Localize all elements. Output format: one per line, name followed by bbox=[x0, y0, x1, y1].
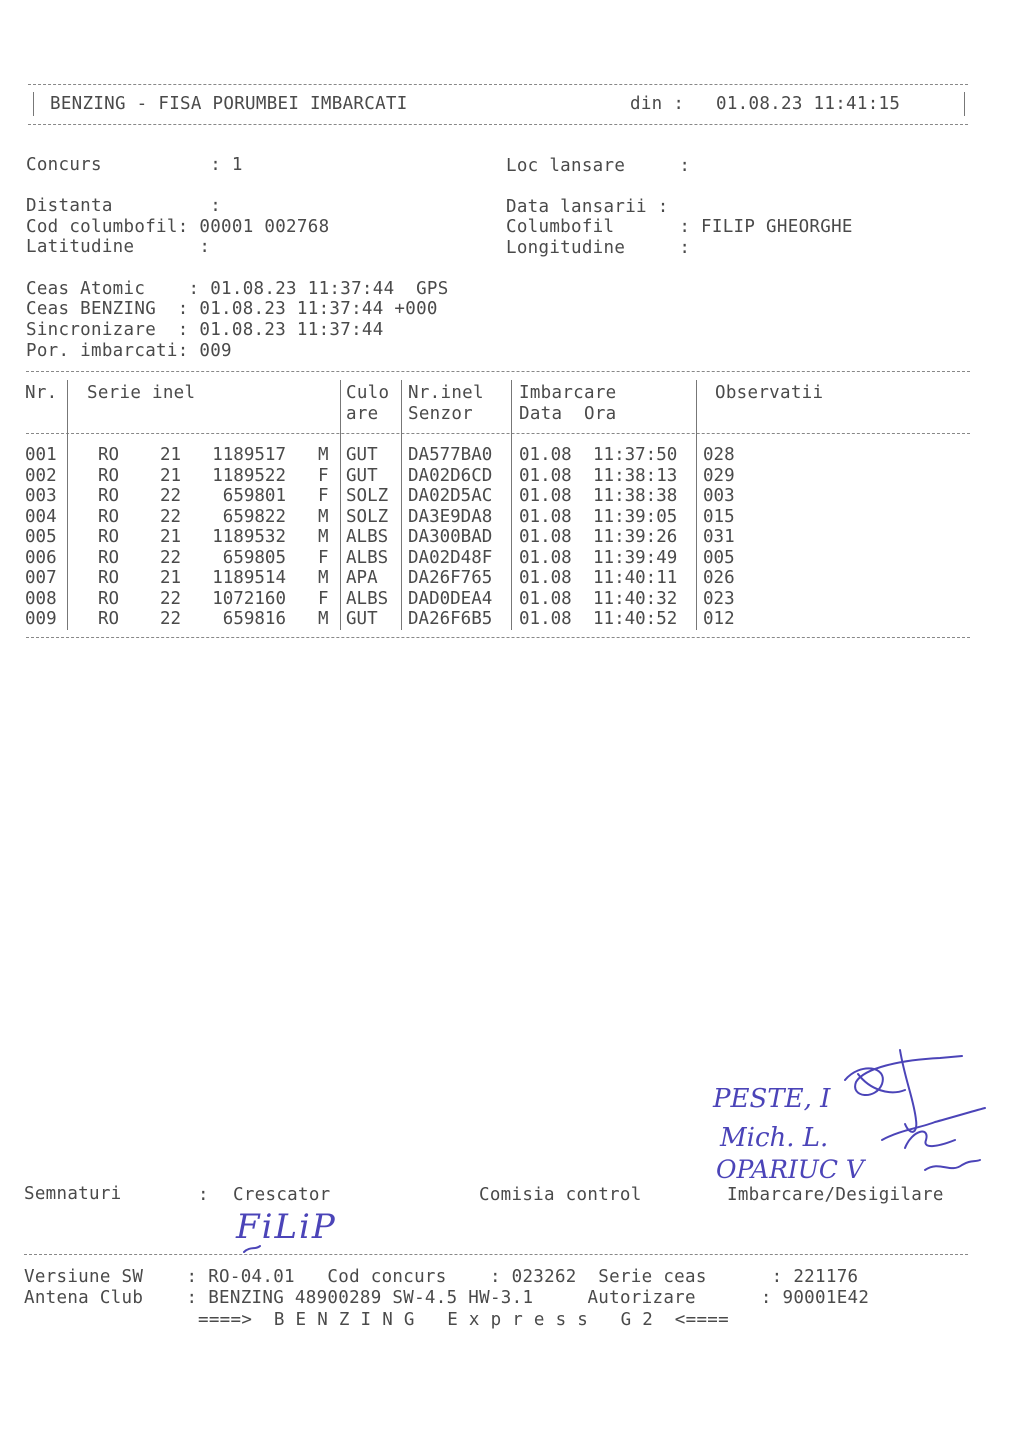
cell-date: 01.08 bbox=[519, 506, 572, 527]
header-top-border bbox=[28, 84, 968, 85]
table-bottom-border bbox=[26, 637, 970, 638]
cell-nr: 002 bbox=[25, 465, 57, 486]
cell-sex: F bbox=[318, 486, 329, 506]
cell-date: 01.08 bbox=[519, 609, 572, 629]
cell-sex: M bbox=[318, 609, 329, 629]
cell-sensor: DA26F765 bbox=[408, 568, 493, 588]
cell-year: 22 bbox=[160, 506, 182, 527]
cell-year: 21 bbox=[160, 527, 182, 547]
table-top-border bbox=[26, 371, 970, 372]
cell-color: SOLZ bbox=[346, 486, 389, 506]
imbarcare-desigilare-label: Imbarcare/Desigilare bbox=[727, 1185, 944, 1205]
cell-nr: 007 bbox=[25, 568, 57, 588]
cell-ring: 659801 bbox=[222, 486, 286, 506]
cell-nr: 006 bbox=[25, 547, 57, 568]
header-bottom-border bbox=[28, 124, 968, 125]
cell-color: GUT bbox=[346, 445, 378, 465]
footer-top-border bbox=[24, 1254, 968, 1255]
cell-sensor: DA300BAD bbox=[408, 527, 493, 547]
din-value: 01.08.23 11:41:15 bbox=[716, 94, 901, 114]
handwritten-filip: FiLiP bbox=[236, 1207, 337, 1247]
benzing-express-line: ====> B E N Z I N G E x p r e s s G 2 <==== bbox=[198, 1310, 729, 1330]
cell-color: GUT bbox=[346, 609, 378, 629]
cell-country: RO bbox=[98, 588, 120, 609]
distanta-line: Distanta : bbox=[26, 196, 222, 216]
cell-date: 01.08 bbox=[519, 568, 572, 588]
cell-sex: M bbox=[318, 568, 329, 588]
cell-obs: 012 bbox=[703, 609, 735, 629]
cell-country: RO bbox=[98, 527, 120, 547]
cell-time: 11:40:52 bbox=[593, 609, 678, 629]
cell-country: RO bbox=[98, 465, 120, 486]
cell-time: 11:38:13 bbox=[593, 465, 678, 486]
cell-sex: F bbox=[318, 588, 329, 609]
cell-country: RO bbox=[98, 547, 120, 568]
cell-year: 21 bbox=[160, 465, 182, 486]
cell-ring: 659816 bbox=[222, 609, 286, 629]
cell-nr: 005 bbox=[25, 527, 57, 547]
cell-sensor: DA3E9DA8 bbox=[408, 506, 493, 527]
concurs-line: Concurs : 1 bbox=[26, 155, 243, 175]
header-culo: Culo bbox=[346, 383, 390, 403]
semnaturi-label: Semnaturi bbox=[24, 1184, 122, 1204]
cell-sex: M bbox=[318, 445, 329, 465]
table-header-border bbox=[26, 433, 970, 434]
cod-columbofil-line: Cod columbofil: 00001 002768 bbox=[26, 217, 330, 237]
din-label: din : bbox=[630, 94, 685, 114]
cell-sensor: DAD0DEA4 bbox=[408, 588, 493, 609]
table-row bbox=[0, 589, 950, 609]
cell-sex: M bbox=[318, 527, 329, 547]
cell-country: RO bbox=[98, 568, 120, 588]
handwritten-opariuc: OPARIUC V bbox=[716, 1155, 864, 1184]
header-imbarcare: Imbarcare bbox=[519, 383, 617, 403]
cell-sex: F bbox=[318, 465, 329, 486]
cell-date: 01.08 bbox=[519, 547, 572, 568]
semnaturi-colon: : bbox=[198, 1185, 209, 1205]
header-data-ora: Data Ora bbox=[519, 404, 617, 424]
cell-date: 01.08 bbox=[519, 445, 572, 465]
ceas-benzing-line: Ceas BENZING : 01.08.23 11:37:44 +000 bbox=[26, 299, 438, 319]
ceas-atomic-line: Ceas Atomic : 01.08.23 11:37:44 GPS bbox=[26, 279, 449, 299]
cell-ring: 659805 bbox=[222, 547, 286, 568]
data-lansarii-line: Data lansarii : bbox=[506, 197, 669, 217]
header-serie-inel: Serie inel bbox=[87, 383, 196, 403]
cell-time: 11:39:05 bbox=[593, 506, 678, 527]
antena-line: Antena Club : BENZING 48900289 SW-4.5 HW-3.1 Autorizare : 90001E42 bbox=[24, 1288, 870, 1308]
cell-time: 11:39:49 bbox=[593, 547, 678, 568]
handwritten-micu: Mich. L. bbox=[720, 1123, 829, 1153]
crescator-label: Crescator bbox=[233, 1185, 331, 1205]
cell-date: 01.08 bbox=[519, 527, 572, 547]
sincronizare-line: Sincronizare : 01.08.23 11:37:44 bbox=[26, 320, 384, 340]
cell-sensor: DA02D5AC bbox=[408, 486, 493, 506]
cell-sensor: DA26F6B5 bbox=[408, 609, 493, 629]
latitudine-line: Latitudine : bbox=[26, 237, 211, 257]
cell-color: GUT bbox=[346, 465, 378, 486]
cell-nr: 001 bbox=[25, 445, 57, 465]
handwritten-peste: PESTE, I bbox=[713, 1084, 831, 1114]
versiune-line: Versiune SW : RO-04.01 Cod concurs : 023262 Serie ceas : 221176 bbox=[24, 1267, 859, 1287]
cell-ring: 1189532 bbox=[212, 527, 286, 547]
cell-country: RO bbox=[98, 486, 120, 506]
cell-time: 11:40:11 bbox=[593, 568, 678, 588]
table-row bbox=[0, 507, 950, 527]
cell-color: ALBS bbox=[346, 547, 389, 568]
cell-color: SOLZ bbox=[346, 506, 389, 527]
cell-nr: 003 bbox=[25, 486, 57, 506]
cell-sex: M bbox=[318, 506, 329, 527]
cell-ring: 1072160 bbox=[212, 588, 286, 609]
cell-color: ALBS bbox=[346, 527, 389, 547]
cell-country: RO bbox=[98, 609, 120, 629]
cell-date: 01.08 bbox=[519, 588, 572, 609]
cell-obs: 026 bbox=[703, 568, 735, 588]
header-are: are bbox=[346, 404, 379, 424]
loc-lansare-line: Loc lansare : bbox=[506, 156, 691, 176]
pigeon-table-body bbox=[0, 445, 1000, 635]
cell-ring: 659822 bbox=[222, 506, 286, 527]
cell-time: 11:38:38 bbox=[593, 486, 678, 506]
header-nr-inel: Nr.inel bbox=[408, 383, 484, 403]
cell-obs: 015 bbox=[703, 506, 735, 527]
table-row bbox=[0, 548, 950, 568]
cell-nr: 009 bbox=[25, 609, 57, 629]
cell-year: 22 bbox=[160, 547, 182, 568]
cell-obs: 031 bbox=[703, 527, 735, 547]
cell-nr: 008 bbox=[25, 588, 57, 609]
cell-color: APA bbox=[346, 568, 378, 588]
cell-year: 21 bbox=[160, 445, 182, 465]
por-imbarcati-line: Por. imbarcati: 009 bbox=[26, 341, 232, 361]
cell-obs: 028 bbox=[703, 445, 735, 465]
header-right-border bbox=[964, 92, 965, 116]
cell-country: RO bbox=[98, 445, 120, 465]
cell-year: 22 bbox=[160, 609, 182, 629]
table-row bbox=[0, 486, 950, 506]
table-row bbox=[0, 466, 950, 486]
table-row bbox=[0, 445, 950, 465]
cell-country: RO bbox=[98, 506, 120, 527]
cell-time: 11:40:32 bbox=[593, 588, 678, 609]
cell-nr: 004 bbox=[25, 506, 57, 527]
cell-sensor: DA02D6CD bbox=[408, 465, 493, 486]
cell-year: 22 bbox=[160, 486, 182, 506]
table-row bbox=[0, 609, 950, 629]
cell-obs: 023 bbox=[703, 588, 735, 609]
cell-obs: 005 bbox=[703, 547, 735, 568]
comisia-control-label: Comisia control bbox=[479, 1185, 642, 1205]
table-row bbox=[0, 568, 950, 588]
cell-sensor: DA577BA0 bbox=[408, 445, 493, 465]
cell-ring: 1189522 bbox=[212, 465, 286, 486]
table-row bbox=[0, 527, 950, 547]
document-title: BENZING - FISA PORUMBEI IMBARCATI bbox=[50, 94, 408, 114]
cell-time: 11:39:26 bbox=[593, 527, 678, 547]
cell-year: 22 bbox=[160, 588, 182, 609]
header-senzor: Senzor bbox=[408, 404, 474, 424]
columbofil-line: Columbofil : FILIP GHEORGHE bbox=[506, 217, 853, 237]
cell-sex: F bbox=[318, 547, 329, 568]
header-nr: Nr. bbox=[25, 383, 58, 403]
cell-date: 01.08 bbox=[519, 486, 572, 506]
cell-sensor: DA02D48F bbox=[408, 547, 493, 568]
cell-ring: 1189517 bbox=[212, 445, 286, 465]
longitudine-line: Longitudine : bbox=[506, 238, 691, 258]
cell-time: 11:37:50 bbox=[593, 445, 678, 465]
header-left-border bbox=[33, 92, 34, 116]
header-observatii: Observatii bbox=[715, 383, 824, 403]
cell-color: ALBS bbox=[346, 588, 389, 609]
cell-year: 21 bbox=[160, 568, 182, 588]
cell-date: 01.08 bbox=[519, 465, 572, 486]
cell-ring: 1189514 bbox=[212, 568, 286, 588]
cell-obs: 029 bbox=[703, 465, 735, 486]
cell-obs: 003 bbox=[703, 486, 735, 506]
